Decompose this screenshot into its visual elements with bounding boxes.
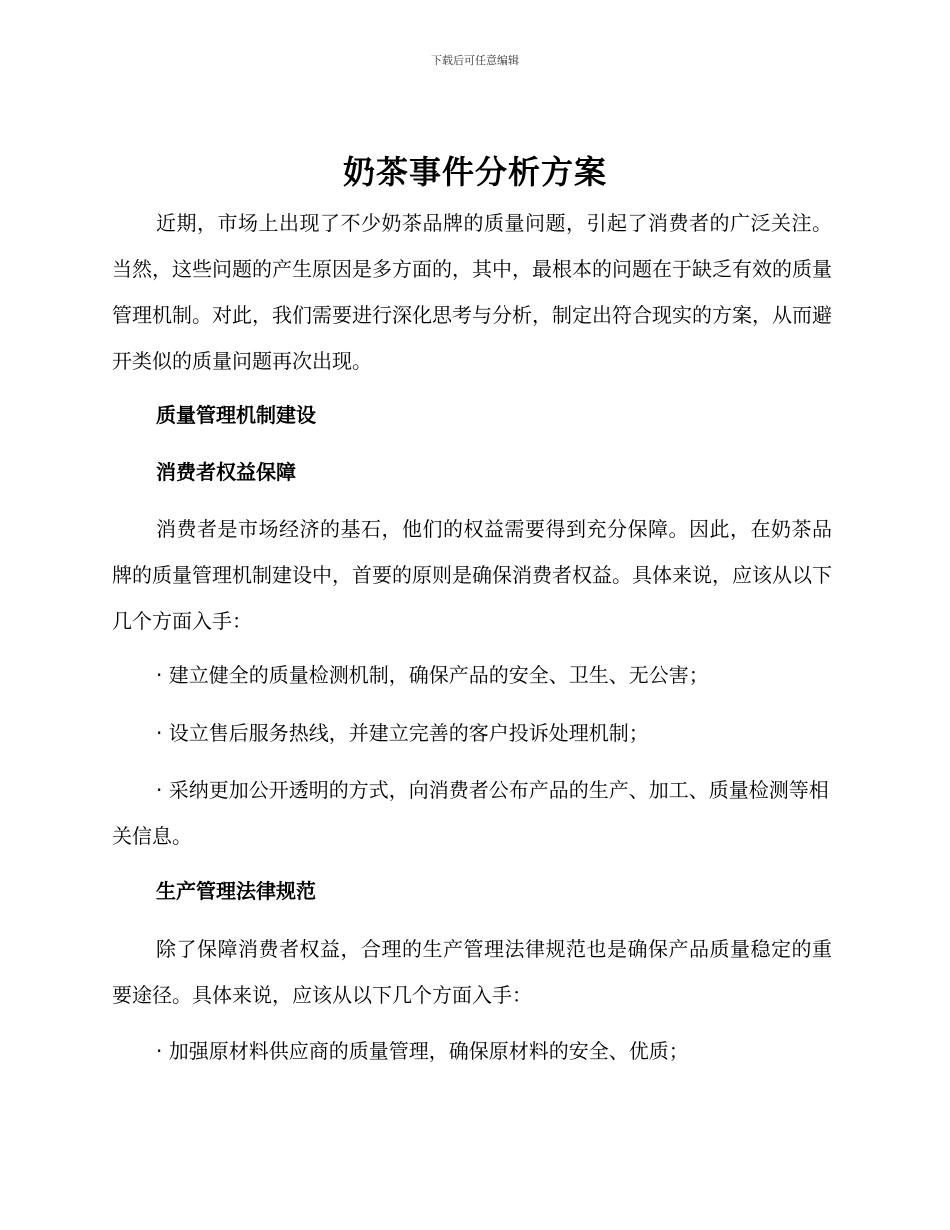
section-heading-consumer-rights: 消费者权益保障 [156, 460, 296, 484]
intro-paragraph: 近期，市场上出现了不少奶茶品牌的质量问题，引起了消费者的广泛关注。当然，这些问题的产生原因是多方面的，其中，最根本的问题在于缺乏有效的质量管理机制。对此，我们需要进行深化思考与分析，制定出符合现实的方案，从而避开类似的质量问题再次出现。 [112, 211, 832, 373]
section-heading-quality-mechanism: 质量管理机制建设 [156, 403, 316, 427]
bullet-item: · 设立售后服务热线，并建立完善的客户投诉处理机制； [156, 721, 649, 745]
bullet-item: · 加强原材料供应商的质量管理，确保原材料的安全、优质； [156, 1039, 689, 1063]
production-law-paragraph: 除了保障消费者权益，合理的生产管理法律规范也是确保产品质量稳定的重要途径。具体来说，应该从以下几个方面入手： [112, 937, 832, 1007]
document-title: 奶茶事件分析方案 [342, 153, 607, 191]
bullet-item: · 采纳更加公开透明的方式，向消费者公布产品的生产、加工、质量检测等相关信息。 [112, 778, 829, 848]
consumer-rights-paragraph: 消费者是市场经济的基石，他们的权益需要得到充分保障。因此，在奶茶品牌的质量管理机制建设中，首要的原则是确保消费者权益。具体来说，应该从以下几个方面入手： [112, 517, 832, 633]
page-header-note: 下载后可任意编辑 [431, 54, 519, 67]
section-heading-production-law: 生产管理法律规范 [156, 879, 316, 903]
bullet-item: · 建立健全的质量检测机制，确保产品的安全、卫生、无公害； [156, 663, 709, 687]
